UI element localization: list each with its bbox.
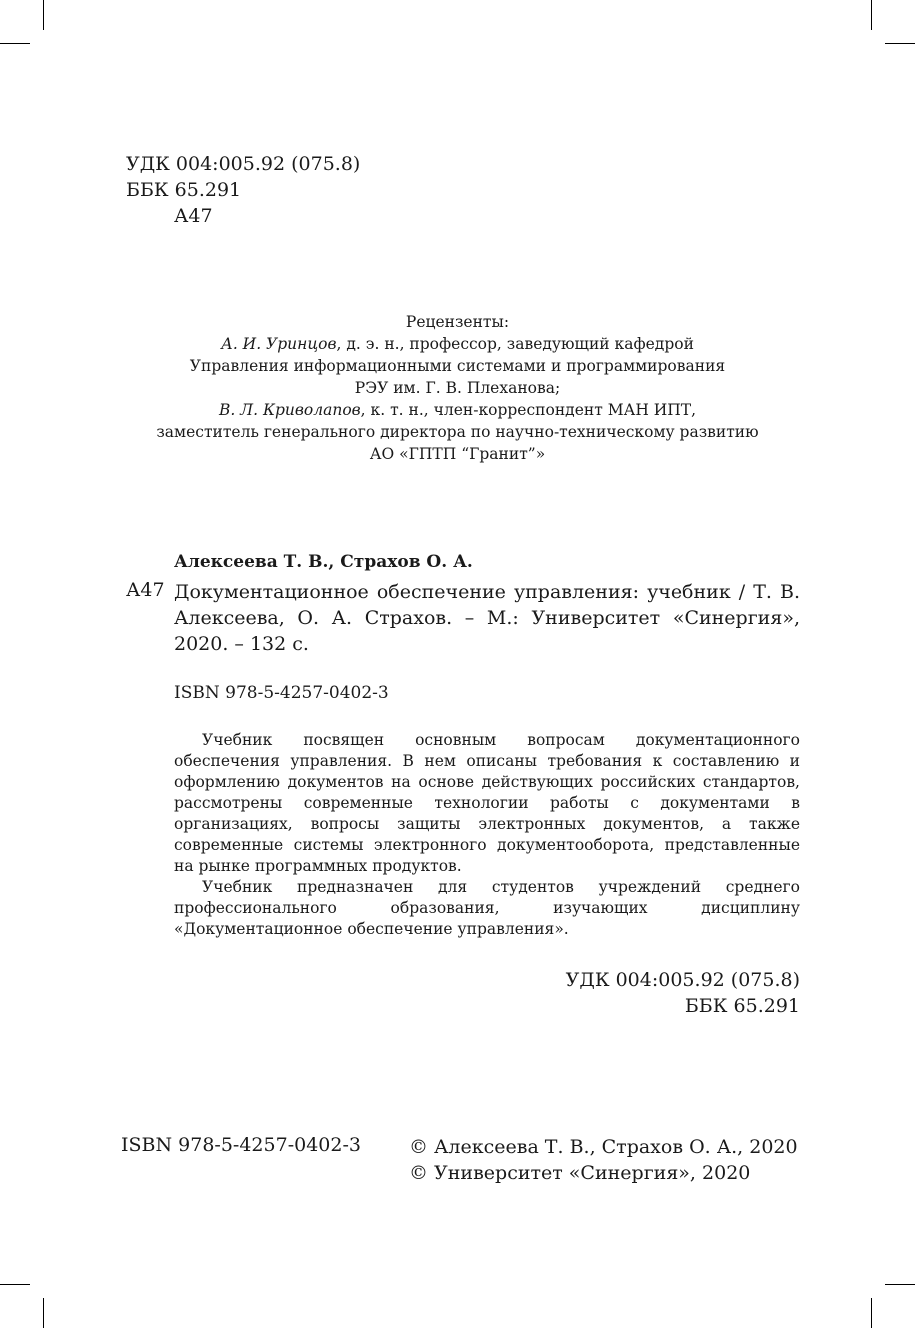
reviewer-1-line-2: Управления информационными системами и программирования <box>189 357 726 375</box>
bibliographic-title: Документационное обеспечение управления: учебник / Т. В. Алексеева, О. А. Страхов. – М.: Университет «Синергия», 2020. – 132 с. <box>174 581 800 655</box>
reviewer-2-name: В. Л. Криволапов <box>218 401 361 419</box>
bibliographic-authors: Алексеева Т. В., Страхов О. А. <box>174 552 473 572</box>
udk-code: УДК 004:005.92 (075.8) <box>126 153 361 175</box>
crop-mark <box>0 43 30 44</box>
copyright-block <box>409 1134 798 1186</box>
footer-isbn: ISBN 978-5-4257-0402-3 <box>121 1134 361 1156</box>
crop-mark <box>885 1284 915 1285</box>
reviewer-1-credentials: , д. э. н., профессор, заведующий кафедрой <box>336 335 694 353</box>
bbk-footer-code: ББК 65.291 <box>684 995 800 1017</box>
udk-footer-code: УДК 004:005.92 (075.8) <box>565 969 800 991</box>
reviewer-1-name: А. И. Уринцов <box>221 335 337 353</box>
copyright-publisher: © Университет «Синергия», 2020 <box>409 1162 751 1184</box>
reviewer-2-credentials: , к. т. н., член-корреспондент МАН ИПТ, <box>360 401 697 419</box>
author-code: А47 <box>174 205 213 227</box>
reviewer-2-line-1 <box>0 399 915 421</box>
udk-header <box>126 151 360 229</box>
reviewer-1-line-1 <box>0 333 915 355</box>
reviewers-block <box>0 311 915 465</box>
crop-mark <box>43 0 44 30</box>
bibliographic-isbn: ISBN 978-5-4257-0402-3 <box>174 683 389 703</box>
crop-mark <box>871 1298 872 1328</box>
bibliographic-code: А47 <box>126 579 165 601</box>
crop-mark <box>0 1284 30 1285</box>
reviewer-2-line-2: заместитель генерального директора по научно-техническому развитию <box>156 423 759 441</box>
abstract <box>174 730 800 940</box>
reviewer-2-line-3: АО «ГПТП “Гранит”» <box>369 445 546 463</box>
udk-footer <box>566 967 800 1019</box>
crop-mark <box>885 43 915 44</box>
crop-mark <box>871 0 872 30</box>
bbk-code: ББК 65.291 <box>126 179 242 201</box>
abstract-paragraph-2: Учебник предназначен для студентов учреждений среднего профессионального образования, изучающих дисциплину «Документационное обеспечение управления». <box>174 878 800 938</box>
copyright-authors: © Алексеева Т. В., Страхов О. А., 2020 <box>409 1136 798 1158</box>
reviewer-1-line-3: РЭУ им. Г. В. Плеханова; <box>354 379 561 397</box>
reviewers-heading: Рецензенты: <box>405 313 510 331</box>
crop-mark <box>43 1298 44 1328</box>
abstract-paragraph-1: Учебник посвящен основным вопросам документационного обеспечения управления. В нем описаны требования к составлению и оформлению документов на основе действующих российских стандартов, рассмотрены современные технологии работы с документами в организациях, вопросы защиты электронных документов, а также современные системы электронного документооборота, представленные на рынке программных продуктов. <box>174 731 800 875</box>
